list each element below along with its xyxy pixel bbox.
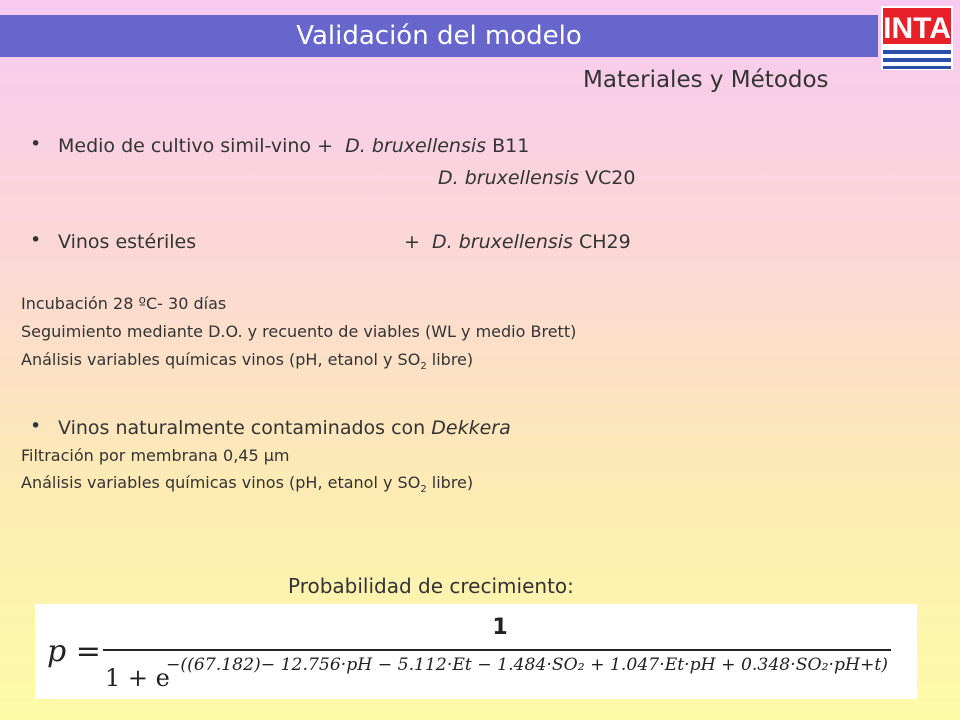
- bullet-text: Medio de cultivo simil-vino + D. bruxellensis B11: [58, 135, 530, 157]
- probability-title: Probabilidad de crecimiento:: [288, 574, 574, 598]
- bullet-dot: •: [30, 415, 42, 437]
- incubation-line: Incubación 28 ºC- 30 días: [21, 294, 227, 313]
- slide-title: Validación del modelo: [296, 21, 582, 51]
- bullet-dot: •: [30, 229, 42, 251]
- formula-lhs: p =: [47, 634, 101, 669]
- monitoring-line: Seguimiento mediante D.O. y recuento de viables (WL y medio Brett): [21, 322, 577, 341]
- bullet1-second-strain: D. bruxellensis VC20: [438, 167, 636, 189]
- probability-formula: [35, 604, 917, 699]
- analysis-line-2: Análisis variables químicas vinos (pH, etanol y $SO_2$ libre): [21, 473, 474, 496]
- bullet2-strain: + D. bruxellensis CH29: [404, 231, 631, 253]
- inta-logo: [881, 6, 953, 70]
- svg-text:INTA: INTA: [883, 12, 951, 45]
- formula-numerator: 1: [492, 615, 508, 640]
- formula-exponent: −((67.182)− 12.756·pH − 5.112·Et − 1.484·SO₂ + 1.047·Et·pH + 0.348·SO₂·pH+t): [166, 655, 888, 675]
- formula-denominator-base: 1 + e: [105, 664, 170, 692]
- bullet-text: Vinos estériles: [58, 231, 197, 253]
- section-subtitle: Materiales y Métodos: [583, 67, 829, 93]
- bullet-text: Vinos naturalmente contaminados con Dekkera: [58, 417, 511, 439]
- filtration-line: Filtración por membrana 0,45 µm: [21, 446, 290, 465]
- slide-title-bar: [0, 15, 878, 57]
- bullet-dot: •: [30, 133, 42, 155]
- analysis-line-1: Análisis variables químicas vinos (pH, etanol y $SO_2$ libre): [21, 350, 474, 373]
